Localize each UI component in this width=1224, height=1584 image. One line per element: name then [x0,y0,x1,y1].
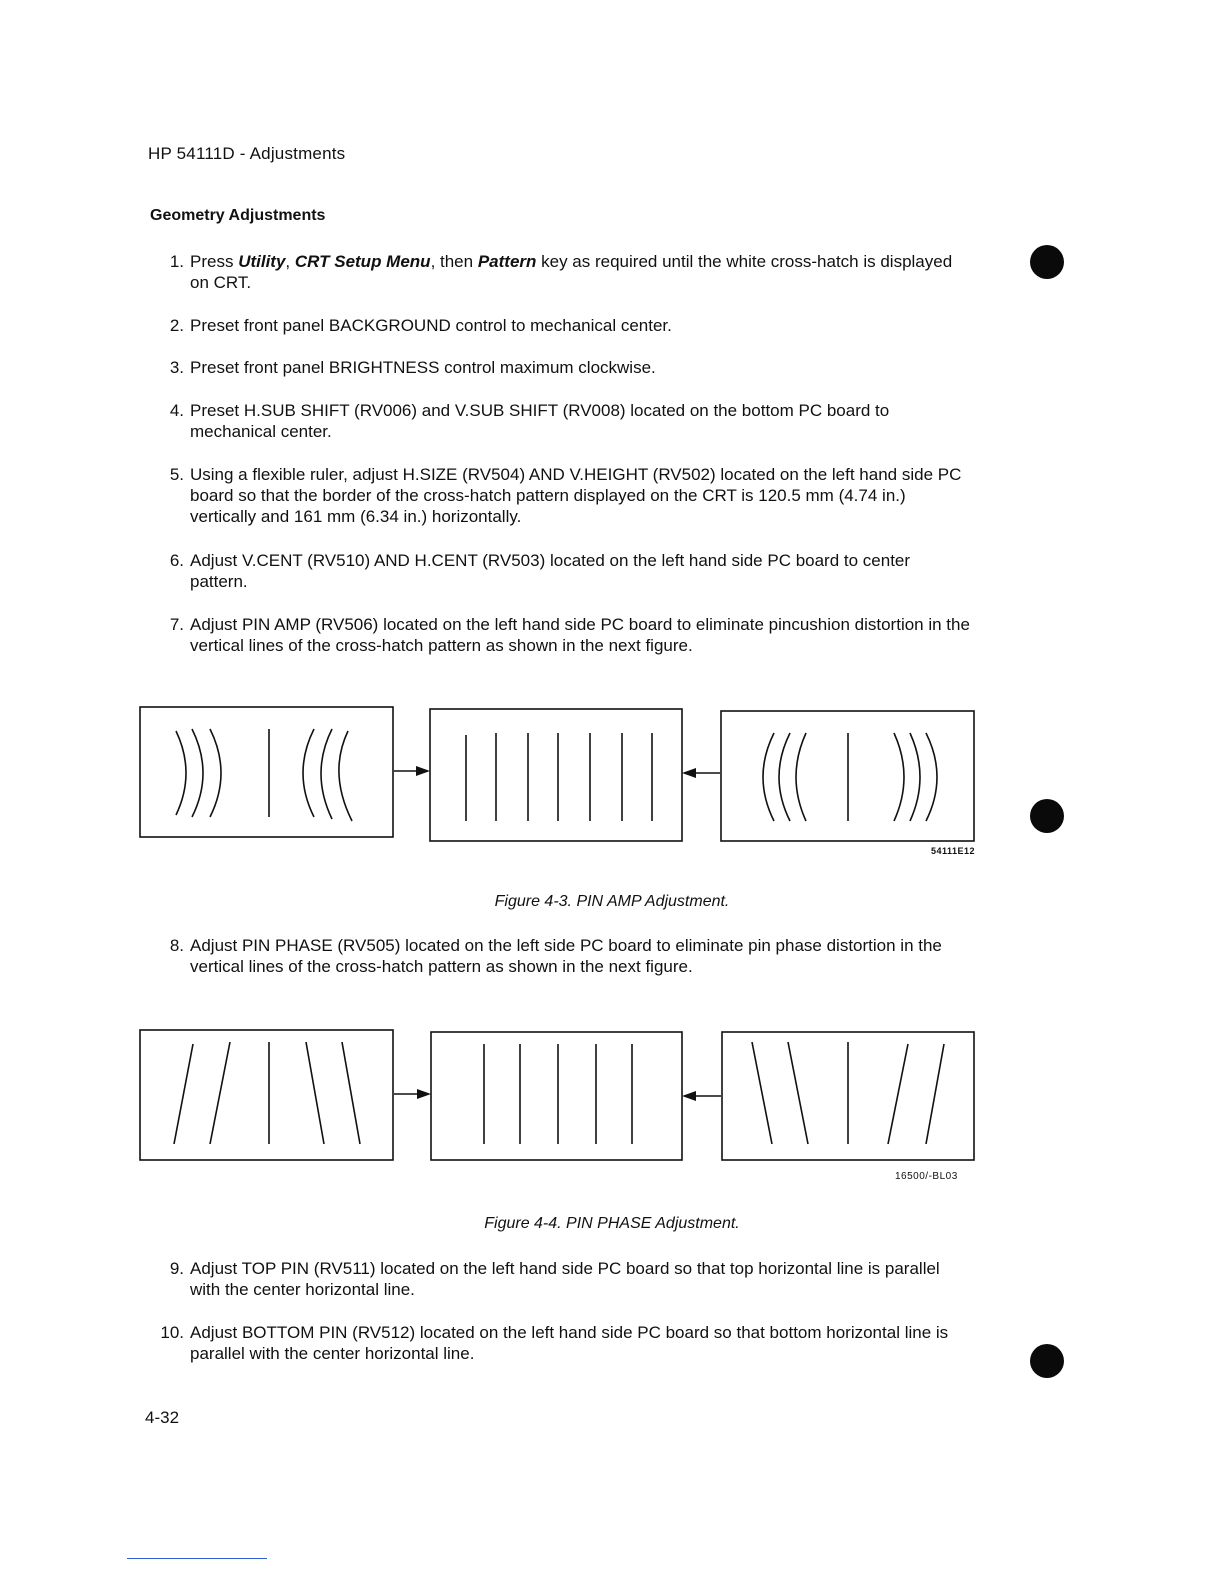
binder-hole [1030,799,1064,833]
step-text: Adjust V.CENT (RV510) AND H.CENT (RV503) located on the left hand side PC board to center pattern. [190,551,911,591]
pattern-line [174,1044,193,1144]
figure-caption: Figure 4-4. PIN PHASE Adjustment. [484,1215,740,1232]
arrowhead-left [682,1091,696,1101]
pattern-line [926,1044,944,1144]
pattern-line [303,729,314,817]
step-text: Press Utility, CRT Setup Menu, then Pattern key as required until the white cross-hatch is displayed on CRT. [190,252,953,292]
key-utility: Utility [238,252,286,271]
step-text: Preset front panel BRIGHTNESS control maximum clockwise. [190,358,656,377]
figure-code: 54111E12 [931,846,976,856]
figure-code: 16500/-BL03 [895,1171,958,1182]
step-number: 5. [169,465,184,484]
step-text: Adjust BOTTOM PIN (RV512) located on the left hand side PC board so that bottom horizontal line is parallel with the center horizontal line. [190,1323,949,1363]
section-title: Geometry Adjustments [150,207,326,224]
pin-phase-figure [138,1026,982,1166]
step-number: 6. [169,551,184,570]
crt-screen-pincushion [140,707,393,837]
step-text: Adjust PIN AMP (RV506) located on the left hand side PC board to eliminate pincushion distortion in the vertical lines of the cross-hatch pattern as shown in the next figure. [190,615,970,655]
step-number: 7. [169,615,184,634]
crt-screen-corrected [431,1032,682,1160]
step-text: Preset H.SUB SHIFT (RV006) and V.SUB SHIFT (RV008) located on the bottom PC board to mechanical center. [190,401,890,441]
step-number: 9. [169,1259,184,1278]
step-text: Adjust TOP PIN (RV511) located on the left hand side PC board so that top horizontal line is parallel with the center horizontal line. [190,1259,940,1299]
step-number: 3. [169,358,184,377]
pattern-line [210,729,221,817]
key-pattern: Pattern [477,252,537,271]
step-number: 2. [169,316,184,335]
arrowhead-right [417,1089,431,1099]
pattern-line [926,733,937,821]
pattern-line [910,733,920,821]
step-number: 8. [169,936,184,955]
pin-amp-figure [138,703,982,853]
pattern-line [342,1042,360,1144]
binder-hole [1030,245,1064,279]
step-number: 4. [169,401,184,420]
crt-screen-corrected [430,709,682,841]
arrowhead-right [416,766,430,776]
pattern-line [894,733,904,821]
pattern-line [788,1042,808,1144]
pattern-line [339,731,352,821]
pattern-line [796,733,806,821]
pattern-line [763,733,774,821]
step-text: Preset front panel BACKGROUND control to mechanical center. [190,316,672,335]
page-header: HP 54111D - Adjustments [148,144,346,163]
arrowhead-left [682,768,696,778]
pattern-line [888,1044,908,1144]
pattern-line [176,731,186,815]
page-number: 4-32 [145,1408,180,1427]
step-number: 1. [169,252,184,271]
step-number: 10. [160,1323,184,1342]
footer-rule [127,1558,267,1559]
step-text: Adjust PIN PHASE (RV505) located on the left side PC board to eliminate pin phase distortion in the vertical lines of the cross-hatch pattern as shown in the next figure. [190,936,942,976]
step-text: Using a flexible ruler, adjust H.SIZE (RV504) AND V.HEIGHT (RV502) located on the left hand side PC board so that the border of the cross-hatch pattern displayed on the CRT is 120.5 mm (4.74 in.) vertically and 161 mm (6.34 in.) horizontally. [190,465,962,526]
figure-caption: Figure 4-3. PIN AMP Adjustment. [494,893,730,910]
pattern-line [321,729,332,819]
pattern-line [752,1042,772,1144]
binder-hole [1030,1344,1064,1378]
pattern-line [210,1042,230,1144]
crt-screen-phase-left [140,1030,393,1160]
pattern-line [779,733,790,821]
pattern-line [306,1042,324,1144]
key-crt-setup-menu: CRT Setup Menu [294,252,431,271]
pattern-line [192,729,203,817]
